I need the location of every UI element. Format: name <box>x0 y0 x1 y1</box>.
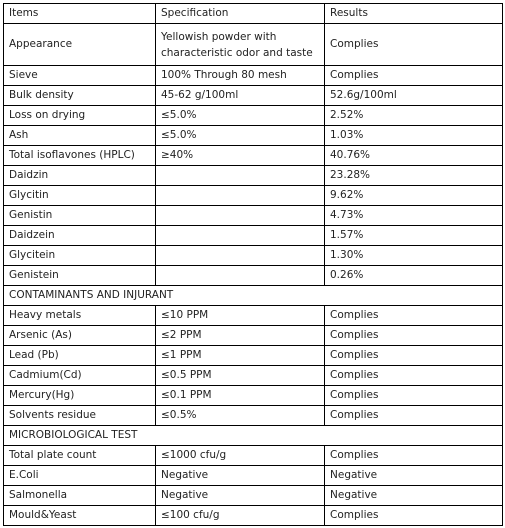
table-row <box>4 24 503 66</box>
result-cell: 40.76% <box>325 146 503 166</box>
item-cell: Arsenic (As) <box>4 326 156 346</box>
item-cell: Loss on drying <box>4 106 156 126</box>
spec-cell: ≤100 cfu/g <box>156 506 325 526</box>
spec-cell: ≤5.0% <box>156 106 325 126</box>
result-cell: 1.03% <box>325 126 503 146</box>
specification-table <box>3 3 503 526</box>
table-row <box>4 406 503 426</box>
spec-cell: ≤0.1 PPM <box>156 386 325 406</box>
table-row <box>4 146 503 166</box>
result-cell: Complies <box>325 346 503 366</box>
item-cell: Sieve <box>4 66 156 86</box>
item-cell: Solvents residue <box>4 406 156 426</box>
result-cell: Complies <box>325 386 503 406</box>
item-cell: Lead (Pb) <box>4 346 156 366</box>
section-heading-contaminants: CONTAMINANTS AND INJURANT <box>4 286 503 306</box>
item-cell: Salmonella <box>4 486 156 506</box>
result-cell: 23.28% <box>325 166 503 186</box>
table-row <box>4 226 503 246</box>
spec-cell: 45-62 g/100ml <box>156 86 325 106</box>
table-row <box>4 486 503 506</box>
result-cell: Complies <box>325 66 503 86</box>
table-row <box>4 346 503 366</box>
spec-cell: ≤0.5% <box>156 406 325 426</box>
item-cell: Total plate count <box>4 446 156 466</box>
item-cell: Daidzein <box>4 226 156 246</box>
spec-cell: 100% Through 80 mesh <box>156 66 325 86</box>
spec-cell: ≥40% <box>156 146 325 166</box>
result-cell: 9.62% <box>325 186 503 206</box>
result-cell: Complies <box>325 24 503 66</box>
table-row <box>4 106 503 126</box>
table-row <box>4 186 503 206</box>
spec-cell: ≤1000 cfu/g <box>156 446 325 466</box>
item-cell: Glycitein <box>4 246 156 266</box>
table-row <box>4 366 503 386</box>
spec-cell: ≤1 PPM <box>156 346 325 366</box>
item-cell: Bulk density <box>4 86 156 106</box>
result-cell: 0.26% <box>325 266 503 286</box>
result-cell: Negative <box>325 466 503 486</box>
result-cell: Complies <box>325 406 503 426</box>
item-cell: Mould&Yeast <box>4 506 156 526</box>
header-results: Results <box>325 4 503 24</box>
table-row <box>4 446 503 466</box>
table-row <box>4 306 503 326</box>
table-row <box>4 326 503 346</box>
spec-cell: ≤2 PPM <box>156 326 325 346</box>
item-cell: Cadmium(Cd) <box>4 366 156 386</box>
item-cell: Daidzin <box>4 166 156 186</box>
table-row <box>4 126 503 146</box>
spec-cell <box>156 246 325 266</box>
item-cell: Total isoflavones (HPLC) <box>4 146 156 166</box>
item-cell: Genistin <box>4 206 156 226</box>
result-cell: 1.57% <box>325 226 503 246</box>
result-cell: Negative <box>325 486 503 506</box>
item-cell: Heavy metals <box>4 306 156 326</box>
table-row <box>4 86 503 106</box>
section-row-contaminants <box>4 286 503 306</box>
spec-cell <box>156 266 325 286</box>
result-cell: Complies <box>325 326 503 346</box>
spec-cell: ≤5.0% <box>156 126 325 146</box>
result-cell: Complies <box>325 506 503 526</box>
item-cell: Genistein <box>4 266 156 286</box>
header-specification: Specification <box>156 4 325 24</box>
section-row-microbiological <box>4 426 503 446</box>
table-row <box>4 386 503 406</box>
spec-cell <box>156 206 325 226</box>
result-cell: Complies <box>325 446 503 466</box>
item-cell: Glycitin <box>4 186 156 206</box>
table-row <box>4 466 503 486</box>
item-cell: Mercury(Hg) <box>4 386 156 406</box>
table-row <box>4 266 503 286</box>
header-items: Items <box>4 4 156 24</box>
table-row <box>4 66 503 86</box>
table-row <box>4 166 503 186</box>
spec-cell: ≤10 PPM <box>156 306 325 326</box>
result-cell: 4.73% <box>325 206 503 226</box>
spec-cell: Yellowish powder with characteristic odor and taste <box>156 24 325 66</box>
section-heading-microbiological: MICROBIOLOGICAL TEST <box>4 426 503 446</box>
spec-cell: Negative <box>156 486 325 506</box>
item-cell: Appearance <box>4 24 156 66</box>
result-cell: 2.52% <box>325 106 503 126</box>
table-row <box>4 246 503 266</box>
item-cell: E.Coli <box>4 466 156 486</box>
spec-cell: ≤0.5 PPM <box>156 366 325 386</box>
spec-cell <box>156 186 325 206</box>
item-cell: Ash <box>4 126 156 146</box>
result-cell: Complies <box>325 366 503 386</box>
result-cell: Complies <box>325 306 503 326</box>
table-row <box>4 506 503 526</box>
spec-cell <box>156 166 325 186</box>
result-cell: 1.30% <box>325 246 503 266</box>
result-cell: 52.6g/100ml <box>325 86 503 106</box>
table-row <box>4 206 503 226</box>
table-header-row <box>4 4 503 24</box>
spec-cell: Negative <box>156 466 325 486</box>
spec-cell <box>156 226 325 246</box>
